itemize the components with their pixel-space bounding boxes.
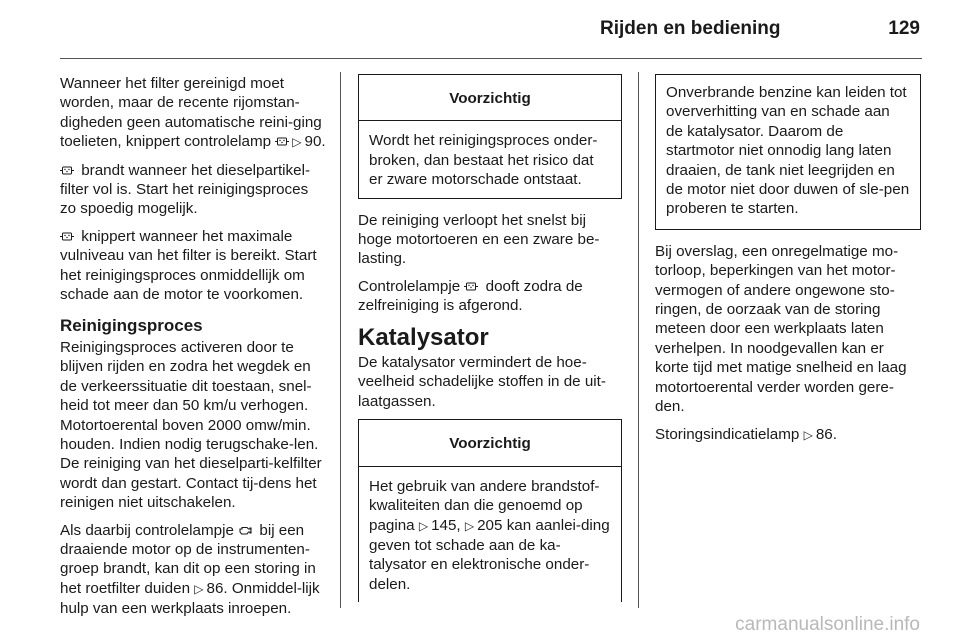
paragraph: Reinigingsproces activeren door te blijven rijden en zodra het wegdek en de verkeerssituatie dit toestaan, snel-heid tot meer dan 50 km/u verhogen. Motortoerental boven 2000 omw/min. houden. Indien nodig terugschake-len. De reiniging van het dieselparti-kelfilter wordt dan gestart. Contact tij-dens het reinigen niet uitschakelen. (60, 338, 322, 512)
paragraph-text: Controlelampje (358, 277, 461, 295)
dpf-warning-icon (464, 281, 478, 292)
caution-box (358, 74, 622, 199)
watermark: carmanualsonline.info (735, 614, 920, 635)
caution-box-continued (655, 74, 921, 230)
paragraph: De katalysator vermindert de hoe-veelheid schadelijke stoffen in de uit-laatgassen. (358, 354, 606, 410)
dpf-warning-icon (275, 136, 289, 147)
caution-text (359, 467, 621, 602)
page-reference-arrow-icon: ▷ (292, 135, 302, 150)
paragraph (358, 277, 622, 316)
page-reference-arrow-icon: ▷ (464, 518, 475, 533)
page-reference[interactable]: 86. (815, 425, 837, 443)
caution-text: Wordt het reinigingsproces onder-broken, dan bestaat het risico dat er zware motorschade ontstaat. (359, 121, 621, 198)
paragraph (60, 227, 326, 305)
column-3 (655, 74, 921, 453)
paragraph: Bij overslag, een onregelmatige mo-torloop, beperkingen van het motor-vermogen of andere ongewone sto-ringen, de oorzaak van de storing meteen door een werkplaats laten verhelpen. In noodgevallen kan er korte tijd met matige snelheid en laag motortoerental verder worden gere-den. (655, 242, 907, 416)
paragraph-text: Onmiddel-lijk hulp van een werkplaats inroepen. (60, 579, 320, 618)
paragraph-text: Als daarbij controlelampje (60, 521, 234, 539)
paragraph (60, 74, 326, 153)
dpf-warning-icon (60, 165, 74, 176)
page-number: 129 (888, 18, 920, 39)
page-reference[interactable]: 145, (431, 516, 461, 534)
paragraph (60, 521, 326, 619)
section-heading: Reinigingsproces (60, 316, 203, 336)
paragraph-text: brandt wanneer het dieselpartikel-filter vol is. Start het reinigingsproces zo spoedig mogelijk. (60, 161, 311, 218)
caution-text: Onverbrande benzine kan leiden tot oververhitting van en schade aan de katalysator. Daarom de startmotor niet onnodig lang laten draaien, de tank niet leegrijden en de motor niet door duwen of sle-pen proberen te starten. (656, 75, 920, 230)
caution-box (358, 419, 622, 602)
paragraph-text: Wanneer het filter gereinigd moet worden, maar de recente rijomstan-digheden geen automatische reini-ging toelieten, knippert controlelamp (60, 75, 322, 151)
caution-text-part: kan aanlei-ding geven tot schade aan de ka-talysator en elektronische onder-delen. (369, 516, 610, 593)
check-engine-icon (238, 525, 252, 536)
page-reference[interactable]: 86. (206, 579, 228, 597)
dpf-warning-icon (60, 231, 74, 242)
column-divider-right (638, 72, 639, 608)
paragraph: De reiniging verloopt het snelst bij hoge motortoeren en een zware be-lasting. (358, 211, 600, 268)
column-divider-left (340, 72, 341, 608)
page-reference-arrow-icon: ▷ (418, 518, 429, 533)
page-reference-arrow-icon: ▷ (194, 581, 204, 596)
caution-title: Voorzichtig (359, 420, 621, 466)
caution-title: Voorzichtig (359, 75, 621, 121)
section-heading: Katalysator (358, 323, 489, 351)
column-2 (358, 74, 622, 614)
caution-text-part: Het gebruik van andere brandstof-kwaliteiten dan die genoemd op pagina (369, 477, 600, 534)
paragraph-text: dooft zodra de zelfreiniging is afgerond. (358, 277, 583, 315)
header-divider (60, 58, 922, 59)
paragraph-text: knippert wanneer het maximale vulniveau van het filter is bereikt. Start het reinigingsproces onmiddellijk om schade aan de motor te voorkomen. (60, 227, 317, 304)
paragraph (60, 161, 326, 219)
page-header-title: Rijden en bediening (600, 18, 781, 39)
page-reference[interactable]: 205 (477, 516, 503, 534)
paragraph-text: bij een draaiende motor op de instrumenten-groep brandt, kan dit op een storing in het roetfilter duiden (60, 521, 316, 597)
paragraph (655, 425, 921, 445)
page-reference[interactable]: 90. (304, 133, 326, 151)
column-1 (60, 74, 326, 627)
page-reference-arrow-icon: ▷ (803, 427, 813, 442)
paragraph-text: Storingsindicatielamp (655, 425, 800, 443)
